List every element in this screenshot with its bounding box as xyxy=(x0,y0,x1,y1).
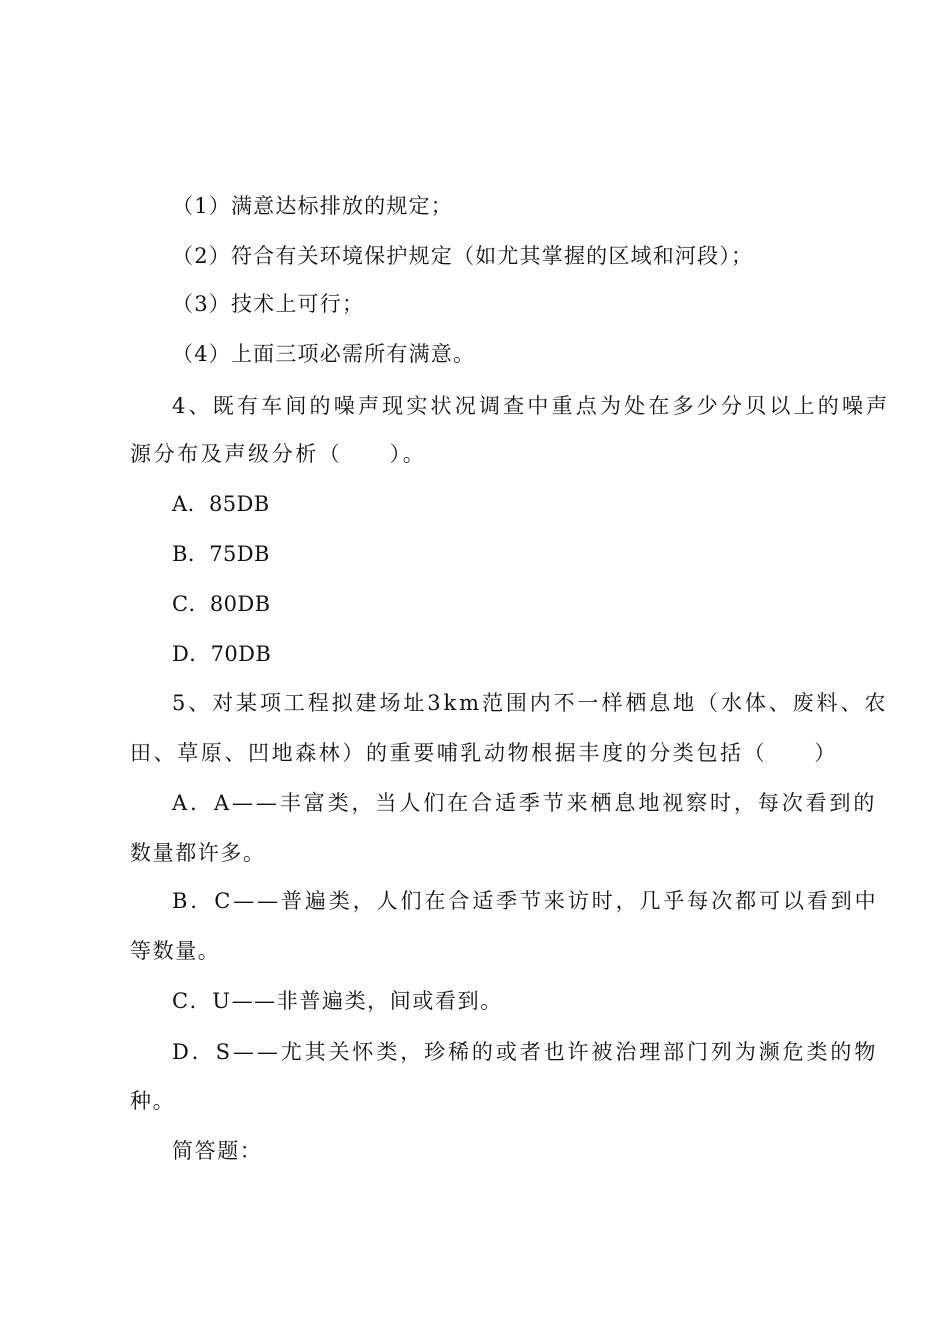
question-4-option-c: C．80DB xyxy=(172,592,271,616)
question-5-option-a-line-2: 数量都许多。 xyxy=(130,841,266,865)
question-5-option-d-line-2: 种。 xyxy=(130,1089,176,1113)
question-5-option-a-line-1: A．A——丰富类，当人们在合适季节来栖息地视察时，每次看到的 xyxy=(172,791,878,815)
question-5-option-c: C．U——非普遍类，间或看到。 xyxy=(172,989,503,1013)
question-4-stem-line-2: 源分布及声级分析（ ）。 xyxy=(130,442,427,466)
criterion-item-3: （3）技术上可行； xyxy=(172,292,365,316)
question-4-option-d: D．70DB xyxy=(172,642,272,666)
question-5-option-b-line-2: 等数量。 xyxy=(130,939,221,963)
question-5-stem-line-1: 5、对某项工程拟建场址3km范围内不一样栖息地（水体、废料、农 xyxy=(172,691,889,715)
question-4-stem-line-1: 4、既有车间的噪声现实状况调查中重点为处在多少分贝以上的噪声 xyxy=(172,394,891,418)
question-5-option-d-line-1: D．S——尤其关怀类，珍稀的或者也许被治理部门列为濒危类的物 xyxy=(172,1040,879,1064)
criterion-item-2: （2）符合有关环境保护规定（如尤其掌握的区域和河段）； xyxy=(172,244,754,268)
question-4-option-a: A．85DB xyxy=(172,492,270,516)
question-4-option-b: B．75DB xyxy=(172,542,270,566)
criterion-item-1: （1）满意达标排放的规定； xyxy=(172,194,453,218)
question-5-stem-line-2: 田、草原、凹地森林）的重要哺乳动物根据丰度的分类包括（ ） xyxy=(130,741,838,765)
criterion-item-4: （4）上面三项必需所有满意。 xyxy=(172,342,476,366)
question-5-option-b-line-1: B．C——普遍类，人们在合适季节来访时，几乎每次都可以看到中 xyxy=(172,889,879,913)
short-answer-heading: 简答题： xyxy=(172,1139,263,1163)
